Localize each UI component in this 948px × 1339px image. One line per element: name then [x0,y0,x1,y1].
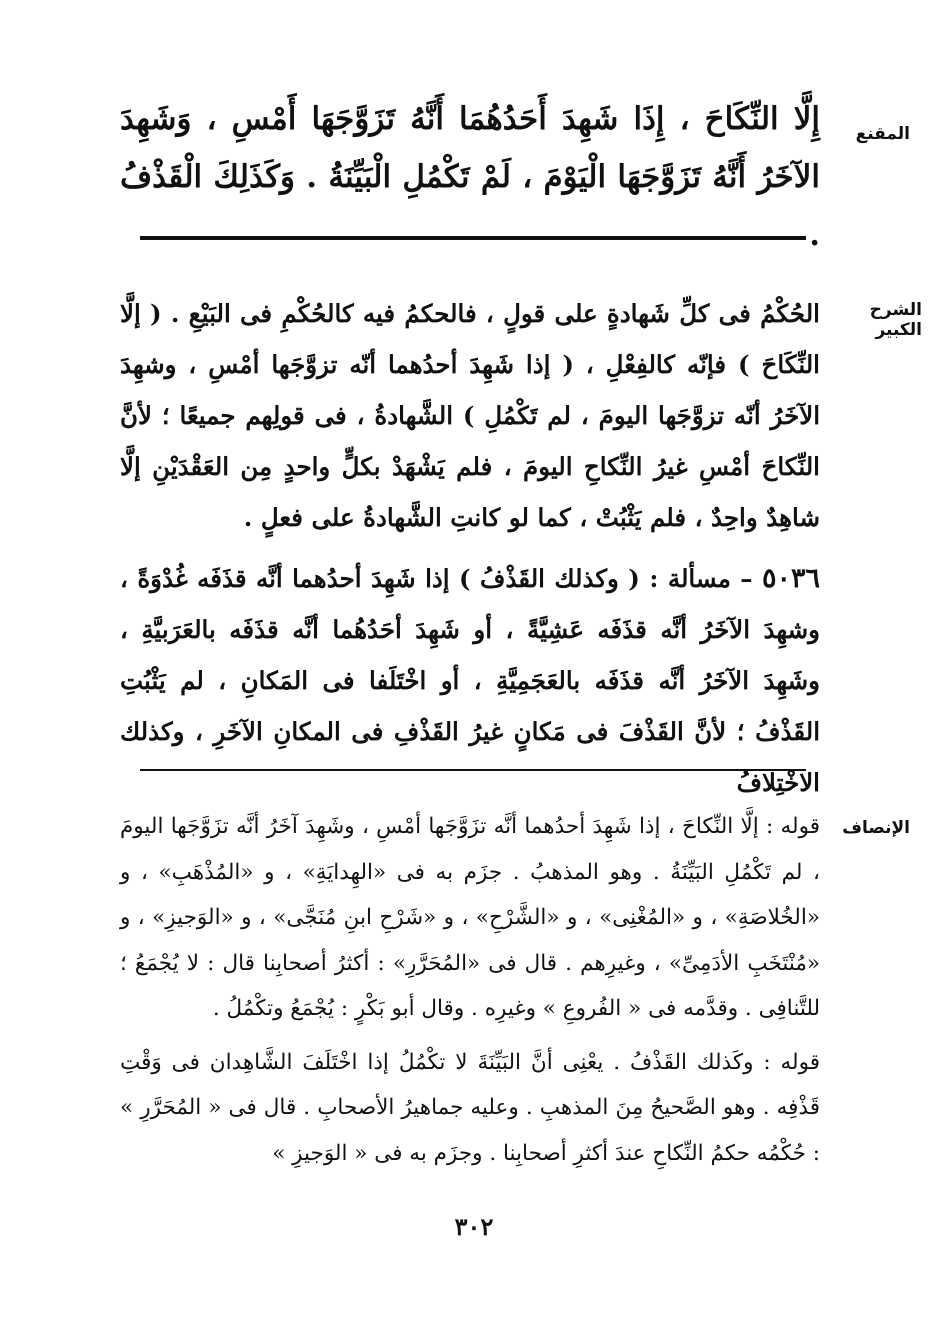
sharh-paragraph-2-text: – مسألة : ( وكذلك القَذْفُ ) إذا شَهِدَ أحدُهما أنَّه قذَفَه غُدْوَةً ، وشهِدَ الآخَرُ أنَّه قذَفَه عَشِيَّةً ، أو شَهِدَ أحَدُهُما أنَّه قذَفَه بالعَرَبيَّةِ ، وشَهِدَ الآخَرُ أنَّه قذَفَه بالعَجَمِيَّةِ ، أو اخْتَلَفا فى المَكانِ ، لم يَثْبُتِ القَذْفُ ؛ لأنَّ القَذْفَ فى مَكانٍ غيرُ القَذْفِ فى المكانِ الآخَرِ ، وكذلك الاخْتِلافُ [120,564,820,797]
section-divider-thick [140,236,806,240]
section-label-sharh: الشرح الكبير [869,300,922,340]
sharh-section [120,288,820,808]
insaf-section [120,804,820,1176]
insaf-paragraph-1: قوله : إلَّا النِّكاحَ ، إذا شَهِدَ أحدُهما أنَّه تزَوَّجَها أمْسِ ، وشَهِدَ آخَرُ أنَّه تزَوَّجَها اليومَ ، لم تَكْمُلِ البَيِّنَةُ . وهو المذهبُ . جزَم به فى «الهِدايَةِ» ، و «المُذْهَبِ» ، و «الخُلاصَةِ» ، و «المُغْنِى» ، و «الشَّرْحِ» ، و «شَرْحِ ابنِ مُنَجَّى» ، و «الوَجيزِ» ، و «مُنْتَخَبِ الأدَمِىِّ» ، وغيرِهم . قال فى «المُحَرَّرِ» : أكثرُ أصحابِنا قال : لا يُجْمَعُ ؛ للتَّنافِى . وقدَّمه فى « الفُروعِ » وغيرِه . وقال أبو بَكْرٍ : يُجْمَعُ وتكْمُلُ . [120,814,820,1021]
masala-number: ٥٠٣٦ [761,563,820,594]
muqni-text: إِلَّا النِّكَاحَ ، إِذَا شَهِدَ أَحَدُهُمَا أَنَّهُ تَزَوَّجَهَا أَمْسِ ، وَشَهِدَ الآخَرُ أَنَّهُ تَزَوَّجَهَا الْيَوْمَ ، لَمْ تَكْمُلِ الْبَيِّنَةُ . وَكَذَلِكَ الْقَذْفُ . [120,101,820,253]
section-label-insaf: الإنصاف [842,818,910,838]
insaf-paragraph-2: قوله : وكَذلك القَذْفُ . يعْنِى أنَّ البَيِّنَةَ لا تكْمُلُ إذا اخْتَلَفَ الشَّاهِدان فى وَقْتِ قَذْفِه . وهو الصَّحيحُ مِنَ المذهبِ . وعليه جماهيرُ الأصحابِ . قال فى « المُحَرَّرِ » : حُكْمُه حكمُ النِّكاحِ عندَ أكثرِ أصحابِنا . وجزَم به فى « الوَجيزِ » [120,1049,820,1166]
section-divider-thin [140,769,806,771]
page-number: ٣٠٢ [454,1212,494,1241]
sharh-paragraph-1: الحُكْمُ فى كلِّ شَهادةٍ على قولٍ ، فالحكمُ فيه كالحُكْمِ فى البَيْعِ . ( إلَّا النِّكَاحَ ) فإنّه كالفِعْلِ ، ( إذا شَهِدَ أحدُهما أنّه تزوَّجَها أمْسِ ، وشهِدَ الآخَرُ أنّه تزوَّجَها اليومَ ، لم تَكْمُلِ ) الشَّهادةُ ، فى قولِهم جميعًا ؛ لأنَّ النِّكاحَ أمْسِ غيرُ النِّكاحِ اليومَ ، فلم يَشْهَدْ بكلٍّ واحدٍ مِن العَقْدَيْنِ إلَّا شاهِدٌ واحِدٌ ، فلم يَثْبُتْ ، كما لو كانتِ الشَّهادةُ على فعلٍ . [120,299,820,532]
section-label-muqni: المقنع [855,124,910,144]
